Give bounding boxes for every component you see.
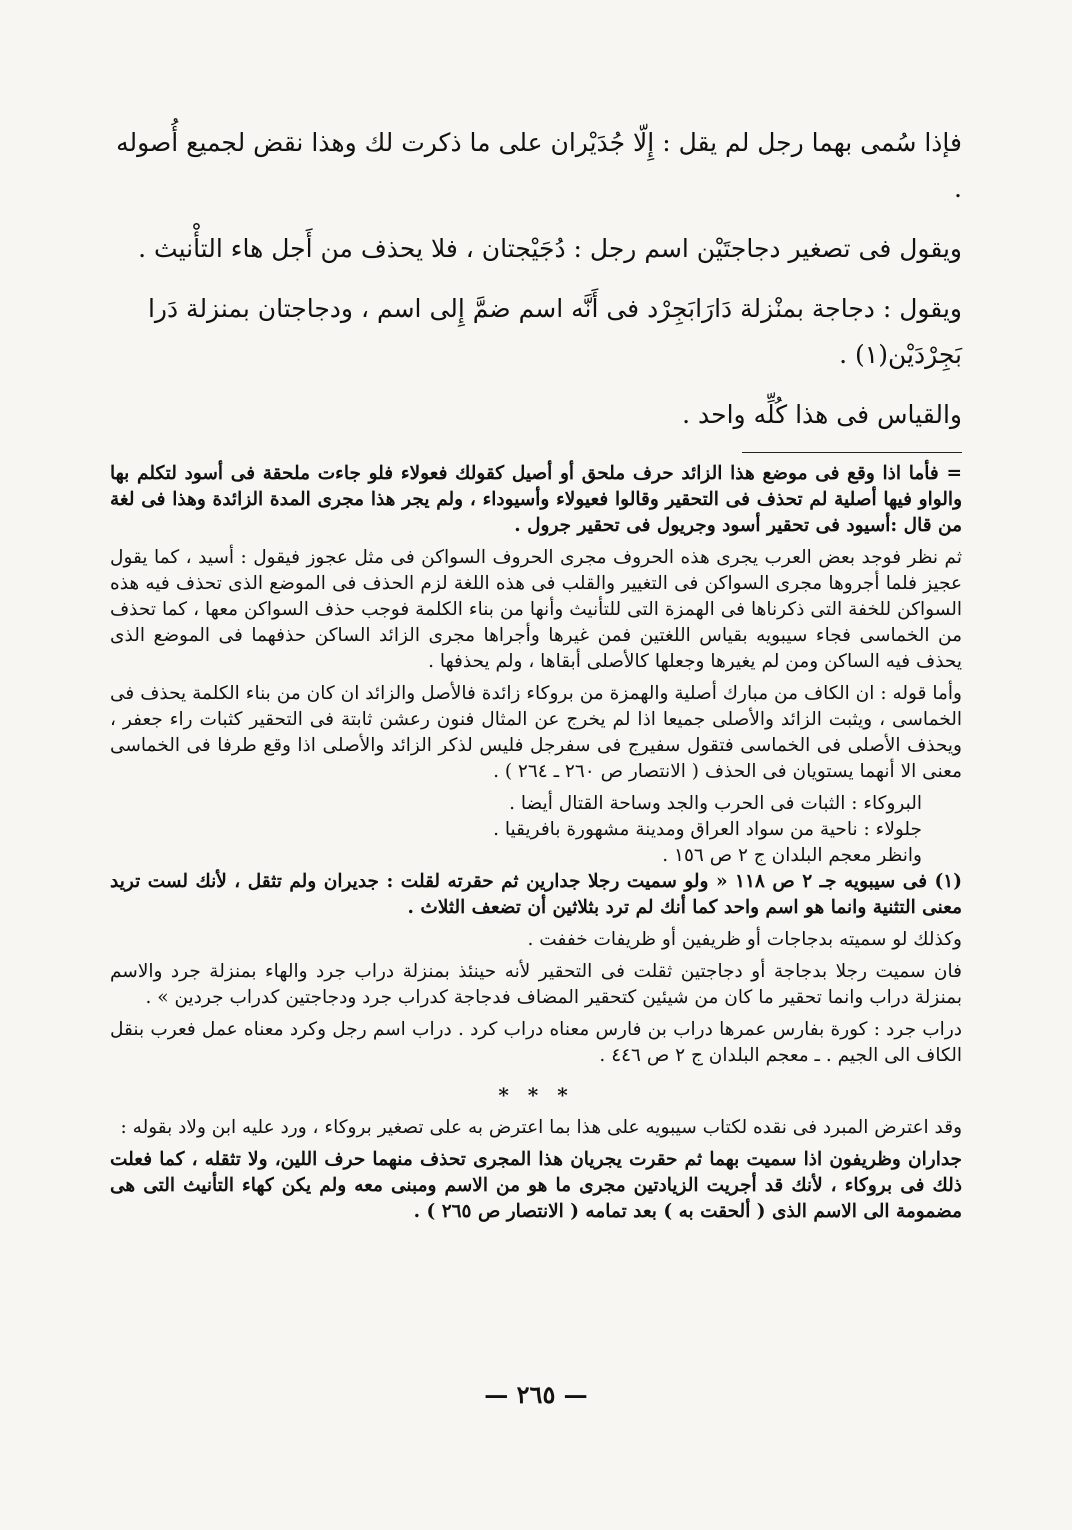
footnote-reference: وانظر معجم البلدان ج ٢ ص ١٥٦ . [662,845,922,866]
footnotes [110,461,962,1225]
footnote-1: (١) فى سيبويه جـ ٢ ص ١١٨ « ولو سميت رجلا جدارين ثم حقرته لقلت : جديران ولم تثقل ، لأنك لست تريد معنى التثنية وانما هو اسم واحد كما أنك لم ترد بثلاثين أن تضعف الثلاث . [110,871,962,918]
page-number: — ٢٦٥ — [484,1380,588,1409]
footnote-paragraph: جداران وظريفون اذا سميت بهما ثم حقرت يجريان هذا المجرى تحذف منهما حرف اللين، ولا تثقله ، كما فعلت ذلك فى بروكاء ، لأنك قد أجريت الزيادتين مجرى ما هو من الاسم ومبنى معه ولم يكن كهاء التأنيث التى هى مضمومة الى الاسم الذى ( ألحقت به ) بعد تمامه ( الانتصار ص ٢٦٥ ) . [110,1149,962,1222]
main-paragraph-4: والقياس فى هذا كُلِّه واحد . [682,400,962,429]
main-paragraph-2: ويقول فى تصغير دجاجتَيْن اسم رجل : دُجَيْجتان ، فلا يحذف من أَجل هاء التأْنيث . [138,234,962,263]
footnote-paragraph: وكذلك لو سميته بدجاجات أو ظريفين أو ظريفات خففت . [527,929,962,950]
footnote-definition: البروكاء : الثبات فى الحرب والجد وساحة القتال أيضا . [509,793,922,814]
footnote-paragraph: = فأما اذا وقع فى موضع هذا الزائد حرف ملحق أو أصيل كقولك فعولاء فلو جاءت ملحقة فى أسود لتكلم بها والواو فيها أصلية لم تحذف فى التحقير وقالوا فعيولاء وأسيوداء ، ولم يجر هذا مجرى المدة الزائدة وهذا فى لغة من قال :أسيود فى تحقير أسود وجريول فى تحقير جرول . [110,463,962,536]
main-text [110,120,962,438]
footnote-paragraph: دراب جرد : كورة بفارس عمرها دراب بن فارس معناه دراب كرد . دراب اسم رجل وكرد معناه عمل فعرب بنقل الكاف الى الجيم . ـ معجم البلدان ج ٢ ص ٤٤٦ . [110,1019,962,1066]
footnote-paragraph: فان سميت رجلا بدجاجة أو دجاجتين ثقلت فى التحقير لأنه حينئذ بمنزلة دراب جرد والهاء بمنزلة جرد والاسم بمنزلة دراب وانما تحقير ما كان من شيئين كتحقير المضاف فدجاجة كدراب جرد ودجاجتين كدراب جردين » . [110,961,962,1008]
main-paragraph-1: فإذا سُمى بهما رجل لم يقل : إِلّا جُدَيْران على ما ذكرت لك وهذا نقض لجميع أُصوله . [116,128,962,203]
main-paragraph-3: ويقول : دجاجة بمنْزلة دَارَابَجِرْد فى أَنَّه اسم ضمَّ إِلى اسم ، ودجاجتان بمنزلة دَرا بَجِرْدَيْن(١) . [147,294,962,369]
footnote-definition: جلولاء : ناحية من سواد العراق ومدينة مشهورة بافريقيا . [493,819,922,840]
footnote-paragraph: ثم نظر فوجد بعض العرب يجرى هذه الحروف مجرى الحروف السواكن فى مثل عجوز فيقول : أسيد ، كما يقول عجيز فلما أجروها مجرى السواكن فى التغيير والقلب فى هذه اللغة لزم الحذف فى الموضع الذى تحذف فيه هذه السواكن للخفة التى ذكرناها فى الهمزة التى للتأنيث وأنها من بناء الكلمة فوجب حذف السواكن معها ، كما تحذف من الخماسى فجاء سيبويه بقياس اللغتين فمن غيرها وأجراها مجرى الزائد الساكن حذفهما فى الموضع الذى يحذف فيه الساكن ومن لم يغيرها وجعلها كالأصلى أبقاها ، ولم يحذفها . [110,547,962,672]
footnote-divider [742,452,962,453]
section-separator: * * * [498,1083,574,1107]
footnote-paragraph: وأما قوله : ان الكاف من مبارك أصلية والهمزة من بروكاء زائدة فالأصل والزائد ان كان من بناء الكلمة يحذف فى الخماسى ، ويثبت الزائد والأصلى جميعا اذا لم يخرج عن المثال فنون رعشن ثابتة فى التحقير كثبات راء جعفر ، ويحذف الأصلى فى الخماسى فتقول سفيرج فى سفرجل فليس لذكر الزائد والأصلى اذا وقع طرفا فى الخماسى معنى الا أنهما يستويان فى الحذف ( الانتصار ص ٢٦٠ ـ ٢٦٤ ) . [110,683,962,782]
footnote-paragraph: وقد اعترض المبرد فى نقده لكتاب سيبويه على هذا بما اعترض به على تصغير بروكاء ، ورد عليه ابن ولاد بقوله : [120,1117,962,1138]
